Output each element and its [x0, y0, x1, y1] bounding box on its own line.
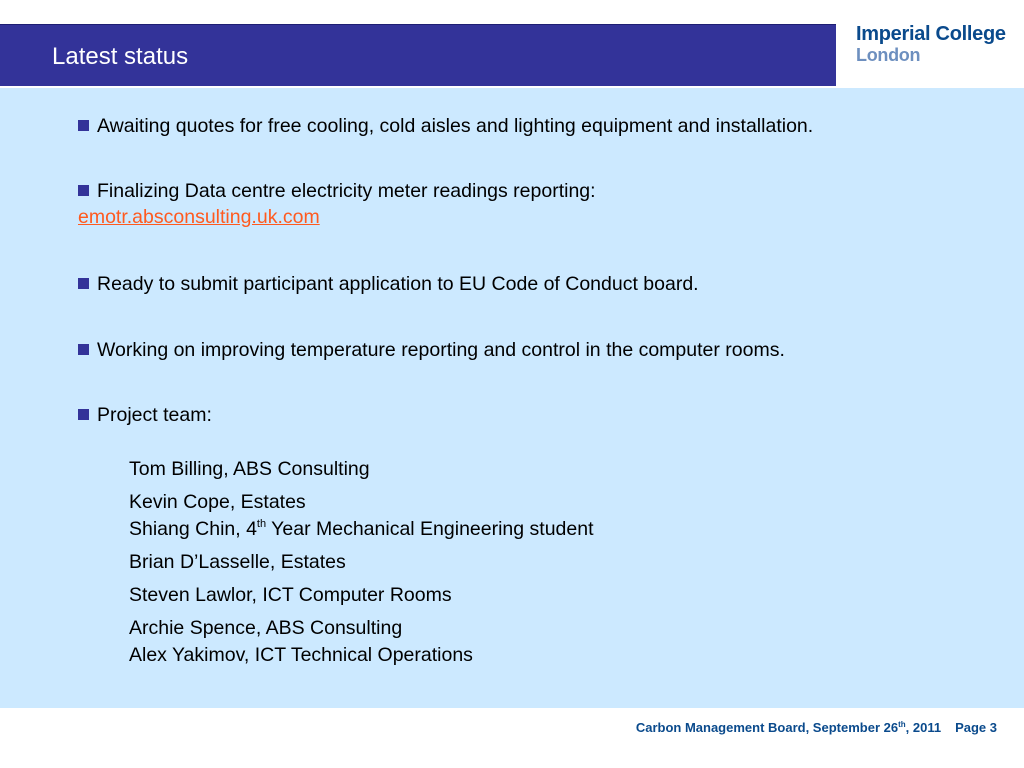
footer-ordinal-suffix: th — [898, 720, 906, 729]
bullet-text: Working on improving temperature reporting and control in the computer rooms. — [97, 339, 785, 361]
team-member: Brian D’Lasselle, Estates — [129, 551, 346, 573]
square-bullet-icon — [78, 409, 89, 420]
slide-footer — [636, 720, 997, 735]
team-member: Tom Billing, ABS Consulting — [129, 458, 370, 480]
logo-line-1: Imperial College — [856, 23, 1006, 45]
footer-text: , 2011 — [905, 720, 942, 735]
bullet-text: Project team: — [97, 404, 212, 426]
bullet-text: Finalizing Data centre electricity meter readings reporting: — [97, 180, 596, 202]
bullet-item — [78, 113, 813, 139]
bullet-item — [78, 402, 212, 428]
page-number: Page 3 — [955, 720, 997, 735]
team-member: Archie Spence, ABS Consulting — [129, 617, 403, 639]
bullet-item — [78, 337, 785, 363]
footer-text: Carbon Management Board, September 26 — [635, 720, 899, 735]
team-member — [129, 516, 594, 542]
bullet-item — [78, 271, 699, 297]
ordinal-suffix: th — [256, 518, 267, 530]
square-bullet-icon — [78, 344, 89, 355]
square-bullet-icon — [78, 120, 89, 131]
team-member-text: Shiang Chin, 4 — [129, 518, 257, 540]
slide-content — [0, 88, 1024, 708]
team-member-text: Year Mechanical Engineering student — [266, 518, 594, 540]
bullet-item — [78, 178, 596, 230]
bullet-text: Awaiting quotes for free cooling, cold aisles and lighting equipment and installation. — [97, 115, 814, 137]
header-bar — [0, 24, 836, 86]
meter-readings-link[interactable]: emotr.absconsulting.uk.com — [78, 206, 320, 228]
team-member: Steven Lawlor, ICT Computer Rooms — [129, 584, 452, 606]
slide-title: Latest status — [52, 43, 189, 70]
team-member: Kevin Cope, Estates — [129, 491, 306, 513]
square-bullet-icon — [78, 278, 89, 289]
team-member: Alex Yakimov, ICT Technical Operations — [129, 644, 473, 666]
imperial-college-logo — [856, 24, 1006, 66]
bullet-text: Ready to submit participant application to EU Code of Conduct board. — [97, 273, 699, 295]
logo-line-2: London — [856, 45, 921, 65]
square-bullet-icon — [78, 185, 89, 196]
